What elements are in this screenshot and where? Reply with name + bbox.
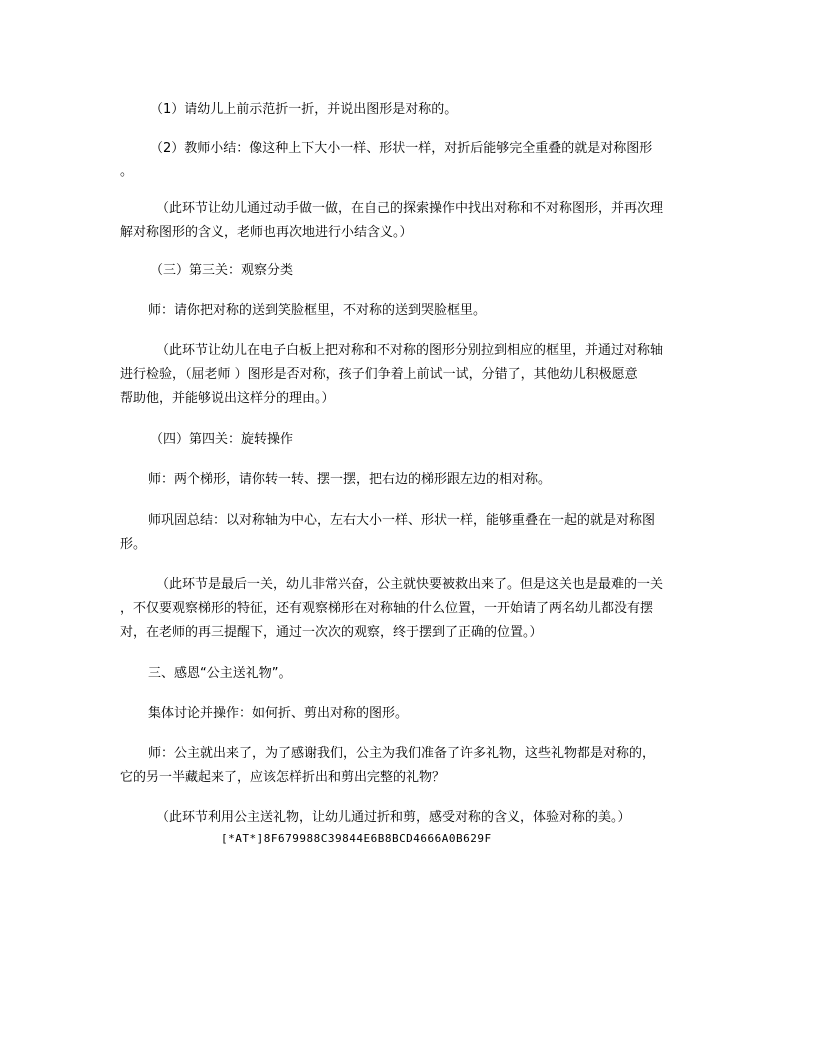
paragraph-teacher-sort: 师：请你把对称的送到笑脸框里，不对称的送到哭脸框里。	[148, 303, 487, 318]
paragraph-note-2: （此环节让幼儿在电子白板上把对称和不对称的图形分别拉到相应的框里，并通过对称轴	[156, 343, 664, 358]
paragraph-teacher-gifts: 师：公主就出来了，为了感谢我们，公主为我们准备了许多礼物，这些礼物都是对称的，	[148, 746, 656, 761]
paragraph-step-2: （2）教师小结：像这种上下大小一样、形状一样，对折后能够完全重叠的就是对称图形	[150, 141, 653, 156]
paragraph-step-2-cont: 。	[120, 164, 134, 179]
paragraph-summary: 师巩固总结：以对称轴为中心，左右大小一样、形状一样，能够重叠在一起的就是对称图	[148, 513, 656, 528]
paragraph-note-1-cont: 解对称图形的含义，老师也再次地进行小结含义。）	[120, 225, 413, 240]
section-heading-level-4: （四）第四关：旋转操作	[150, 432, 294, 447]
paragraph-summary-cont: 形。	[120, 537, 147, 552]
paragraph-note-1: （此环节让幼儿通过动手做一做，在自己的探索操作中找出对称和不对称图形，并再次理	[156, 201, 664, 216]
document-code: [*AT*]8F679988C39844E6B8BCD4666A0B629F	[221, 832, 492, 845]
paragraph-note-3-cont: ，不仅要观察梯形的特征，还有观察梯形在对称轴的什么位置，一开始请了两名幼儿都没有摆	[120, 601, 654, 616]
paragraph-note-2-cont2: 帮助他，并能够说出这样分的理由。）	[120, 391, 335, 406]
paragraph-step-1: （1）请幼儿上前示范折一折，并说出图形是对称的。	[150, 102, 458, 117]
section-heading-gratitude: 三、感恩“公主送礼物”。	[148, 666, 292, 681]
section-heading-level-3: （三）第三关：观察分类	[150, 263, 294, 278]
paragraph-note-3-cont2: 对，在老师的再三提醒下，通过一次次的观察，终于摆到了正确的位置。）	[120, 625, 543, 640]
paragraph-note-3: （此环节是最后一关，幼儿非常兴奋，公主就快要被救出来了。但是这关也是最难的一关	[156, 577, 664, 592]
paragraph-teacher-gifts-cont: 它的另一半藏起来了，应该怎样折出和剪出完整的礼物？	[120, 770, 446, 785]
paragraph-teacher-rotate: 师：两个梯形，请你转一转、摆一摆，把右边的梯形跟左边的相对称。	[148, 472, 552, 487]
paragraph-group-discussion: 集体讨论并操作：如何折、剪出对称的图形。	[148, 706, 409, 721]
paragraph-note-2-cont: 进行检验，（屈老师 ）图形是否对称，孩子们争着上前试一试，分错了，其他幼儿积极愿意	[120, 367, 638, 382]
paragraph-note-4: （此环节利用公主送礼物，让幼儿通过折和剪，感受对称的含义，体验对称的美。）	[156, 810, 631, 825]
